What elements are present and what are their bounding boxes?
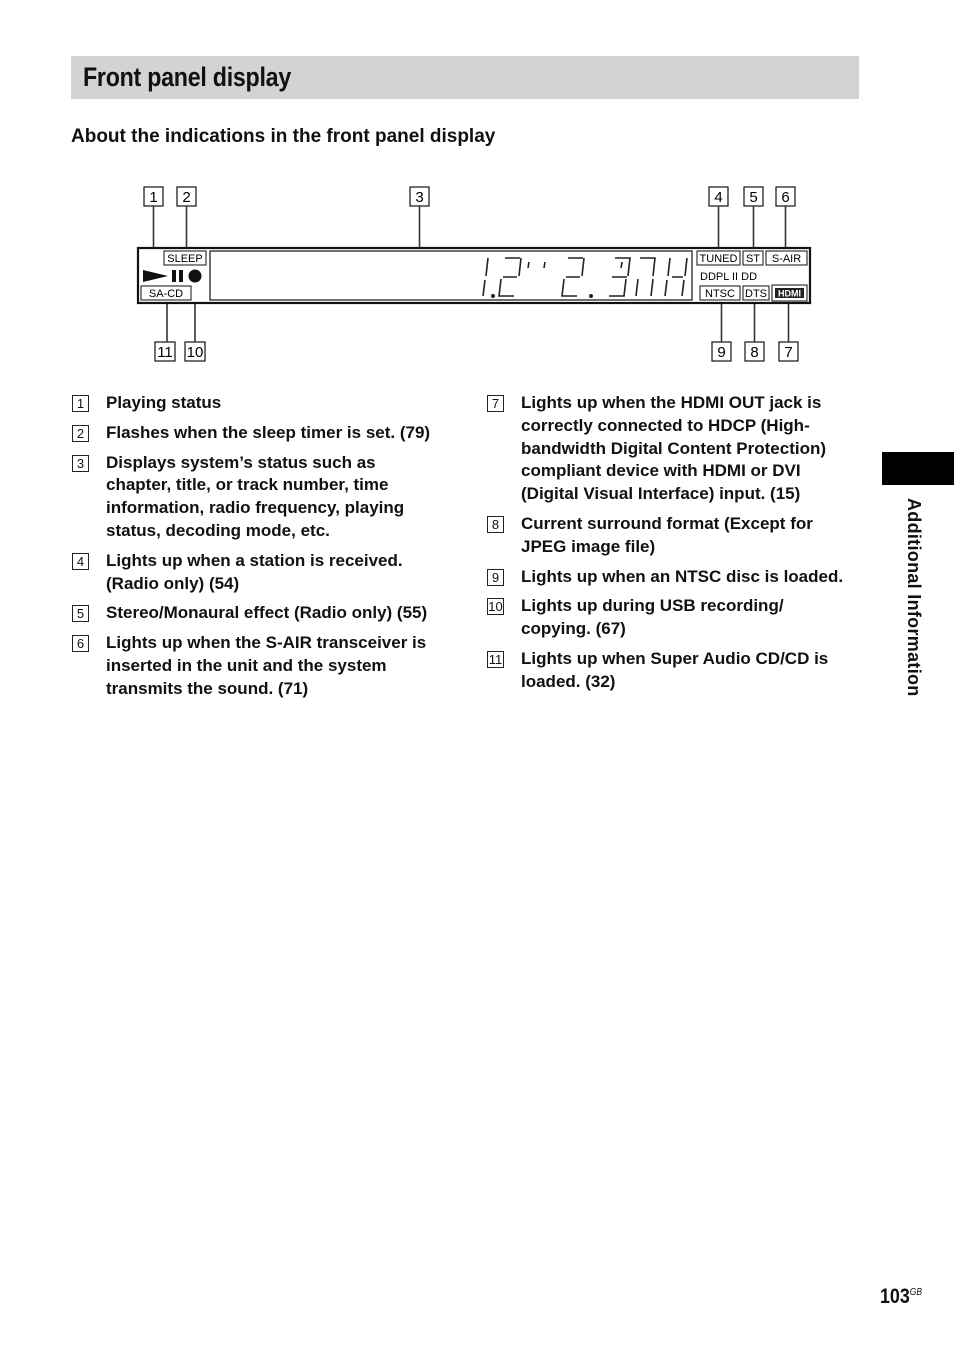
section-tab-marker	[882, 452, 954, 485]
svg-text:S-AIR: S-AIR	[771, 253, 802, 265]
list-item	[486, 513, 856, 559]
item-number: 10	[488, 599, 503, 615]
tuned-indicator	[697, 251, 740, 265]
item-number: 4	[72, 553, 89, 570]
record-icon	[189, 270, 202, 283]
list-item	[486, 392, 856, 506]
svg-text:HDMI: HDMI	[778, 288, 801, 299]
item-text: Flashes when the sleep timer is set. (79)	[106, 422, 431, 442]
item-text: Current surround format (Except for JPEG image file)	[521, 513, 813, 556]
st-indicator	[743, 251, 763, 265]
callout-11	[155, 342, 175, 361]
svg-text:SLEEP: SLEEP	[167, 253, 203, 265]
callout-6	[776, 187, 795, 206]
item-text: Stereo/Monaural effect (Radio only) (55)	[106, 603, 428, 623]
item-number: 11	[488, 651, 503, 667]
svg-text:10: 10	[186, 344, 204, 361]
page-number	[880, 1285, 922, 1309]
svg-text:NTSC: NTSC	[705, 288, 735, 300]
callout-7	[779, 342, 798, 361]
page-number-value: 103	[880, 1285, 910, 1308]
callout-1	[144, 187, 163, 206]
svg-text:9: 9	[717, 344, 726, 361]
item-text: Lights up when an NTSC disc is loaded.	[521, 566, 844, 586]
page-number-suffix: GB	[909, 1287, 923, 1298]
svg-text:ST: ST	[745, 253, 761, 265]
svg-text:8: 8	[750, 344, 759, 361]
item-text: Lights up when the HDMI OUT jack is correctly connected to HDCP (High-bandwidth Digital Content Protection) compliant device with HDMI or DVI (Digital Visual Interface) input. (15)	[521, 393, 827, 504]
dts-indicator	[743, 286, 769, 300]
item-number: 8	[487, 516, 504, 533]
svg-text:SA-CD: SA-CD	[148, 288, 184, 300]
callout-5	[744, 187, 763, 206]
item-text: Lights up when Super Audio CD/CD is loaded. (32)	[521, 648, 829, 691]
list-item	[71, 602, 441, 625]
svg-text:4: 4	[714, 189, 723, 206]
list-item	[71, 632, 441, 700]
item-text: Playing status	[106, 393, 222, 412]
svg-text:1: 1	[149, 189, 158, 206]
item-number: 1	[72, 395, 89, 412]
sleep-indicator	[164, 251, 206, 265]
list-item	[71, 392, 441, 415]
item-number: 5	[72, 605, 89, 622]
callout-3	[410, 187, 429, 206]
item-text: Lights up when the S-AIR transceiver is inserted in the unit and the system transmits the sound. (71)	[106, 633, 427, 698]
list-item	[71, 422, 441, 445]
svg-text:6: 6	[781, 189, 790, 206]
svg-text:2: 2	[182, 189, 191, 206]
list-item	[486, 566, 856, 589]
callout-4	[709, 187, 728, 206]
description-list-right	[486, 392, 856, 701]
sair-indicator	[766, 251, 807, 265]
item-text: Displays system’s status such as chapter, title, or track number, time information, radio frequency, playing status, decoding mode, etc.	[106, 452, 405, 540]
item-number: 3	[72, 455, 89, 472]
list-item	[71, 452, 441, 543]
svg-text:5: 5	[749, 189, 758, 206]
callout-8	[745, 342, 764, 361]
description-list-left	[71, 392, 441, 708]
callout-2	[177, 187, 196, 206]
hdmi-indicator	[772, 285, 807, 301]
item-number: 7	[487, 395, 504, 412]
callout-10	[185, 342, 205, 361]
page-title: Front panel display	[83, 62, 291, 92]
item-number: 9	[487, 569, 504, 586]
ntsc-indicator	[700, 286, 740, 300]
svg-text:DTS: DTS	[745, 288, 767, 300]
svg-text:DDPL II DD: DDPL II DD	[700, 271, 758, 283]
front-panel-diagram	[0, 0, 954, 380]
item-number: 6	[72, 635, 89, 652]
callout-9	[712, 342, 731, 361]
item-text: Lights up when a station is received. (Radio only) (54)	[106, 550, 403, 593]
subtitle: About the indications in the front panel display	[71, 126, 496, 147]
dolby-indicator	[700, 271, 757, 283]
item-text: Lights up during USB recording/ copying. (67)	[521, 596, 784, 639]
svg-text:11: 11	[157, 344, 173, 361]
section-side-label: Additional Information	[904, 498, 924, 697]
svg-text:TUNED: TUNED	[699, 253, 738, 265]
list-item	[71, 550, 441, 596]
svg-text:3: 3	[415, 189, 424, 206]
pause-icon	[172, 270, 176, 282]
svg-text:7: 7	[784, 344, 793, 361]
list-item	[486, 595, 856, 641]
sacd-indicator	[141, 286, 191, 300]
list-item	[486, 648, 856, 694]
item-number: 2	[72, 425, 89, 442]
